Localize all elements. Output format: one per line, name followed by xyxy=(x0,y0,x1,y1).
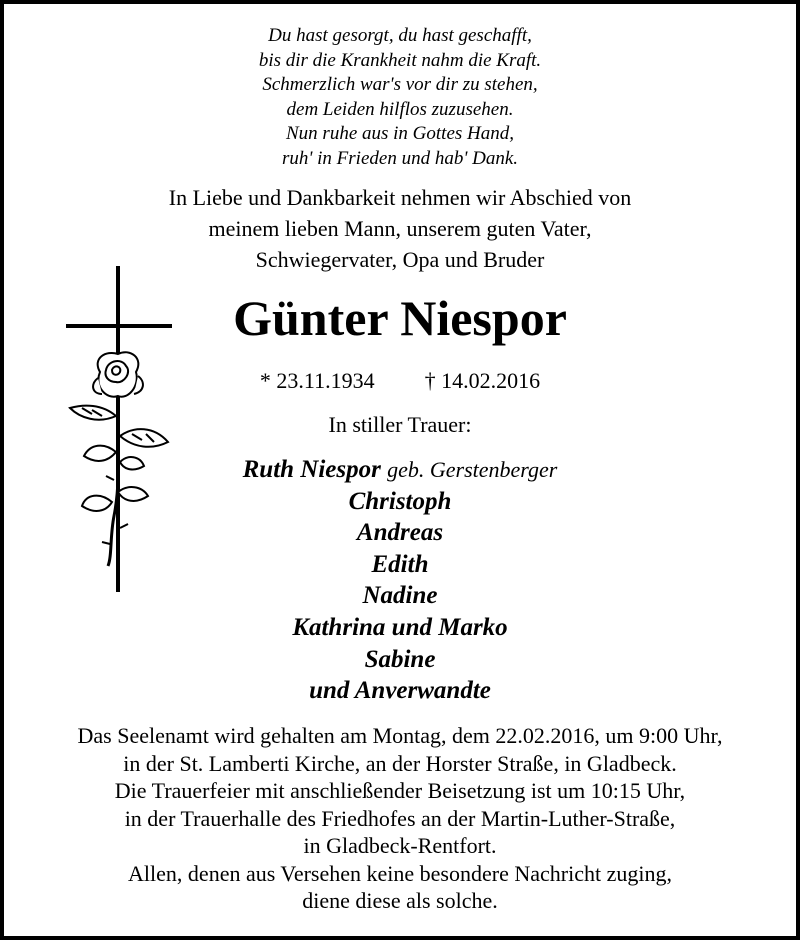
service-line: diene diese als solche. xyxy=(302,888,498,913)
intro-line: meinem lieben Mann, unserem guten Vater, xyxy=(208,216,592,241)
mourners-list xyxy=(4,454,796,707)
intro-line: Schwiegervater, Opa und Bruder xyxy=(255,247,545,272)
mourner-name: Nadine xyxy=(362,582,438,610)
life-dates xyxy=(4,366,796,396)
service-line: in der Trauerhalle des Friedhofes an der Martin-Luther-Straße, xyxy=(124,805,676,831)
mourner-name: Kathrina und Marko xyxy=(292,613,508,641)
mourner-name: Ruth Niespor xyxy=(242,456,381,483)
service-line: Allen, denen aus Versehen keine besondere Nachricht zuging, xyxy=(128,860,672,886)
service-line: Das Seelenamt wird gehalten am Montag, dem 22.02.2016, um 9:00 Uhr, xyxy=(77,723,723,748)
service-line: Die Trauerfeier mit anschließender Beisetzung ist um 10:15 Uhr, xyxy=(114,778,686,803)
mourning-label: In stiller Trauer: xyxy=(328,412,472,437)
service-line: in der St. Lamberti Kirche, an der Horster Straße, in Gladbeck. xyxy=(123,750,677,776)
poem-line: Du hast gesorgt, du hast geschafft, xyxy=(268,25,532,46)
mourner-name: Edith xyxy=(371,550,429,578)
poem-line: bis dir die Krankheit nahm die Kraft. xyxy=(258,49,542,71)
deceased-name: Günter Niespor xyxy=(233,290,567,346)
mourner-name: und Anverwandte xyxy=(309,677,491,705)
mourner-name: Andreas xyxy=(356,519,444,547)
mourner-name: Sabine xyxy=(364,645,436,673)
poem-line: Schmerzlich war's vor dir zu stehen, xyxy=(262,74,538,95)
death-date: † 14.02.2016 xyxy=(424,368,541,393)
poem xyxy=(4,24,796,171)
birth-date: * 23.11.1934 xyxy=(259,368,375,393)
mourner-note: geb. Gerstenberger xyxy=(387,457,558,482)
mourner-name: Christoph xyxy=(348,487,452,515)
service-line: in Gladbeck-Rentfort. xyxy=(303,833,497,858)
intro-line: In Liebe und Dankbarkeit nehmen wir Abschied von xyxy=(168,185,632,210)
farewell-intro xyxy=(4,182,796,275)
poem-line: Nun ruhe aus in Gottes Hand, xyxy=(286,123,514,144)
mourner-line xyxy=(4,454,796,486)
poem-line: ruh' in Frieden und hab' Dank. xyxy=(281,147,519,169)
service-details xyxy=(4,722,796,915)
poem-line: dem Leiden hilflos zuzusehen. xyxy=(286,98,514,120)
